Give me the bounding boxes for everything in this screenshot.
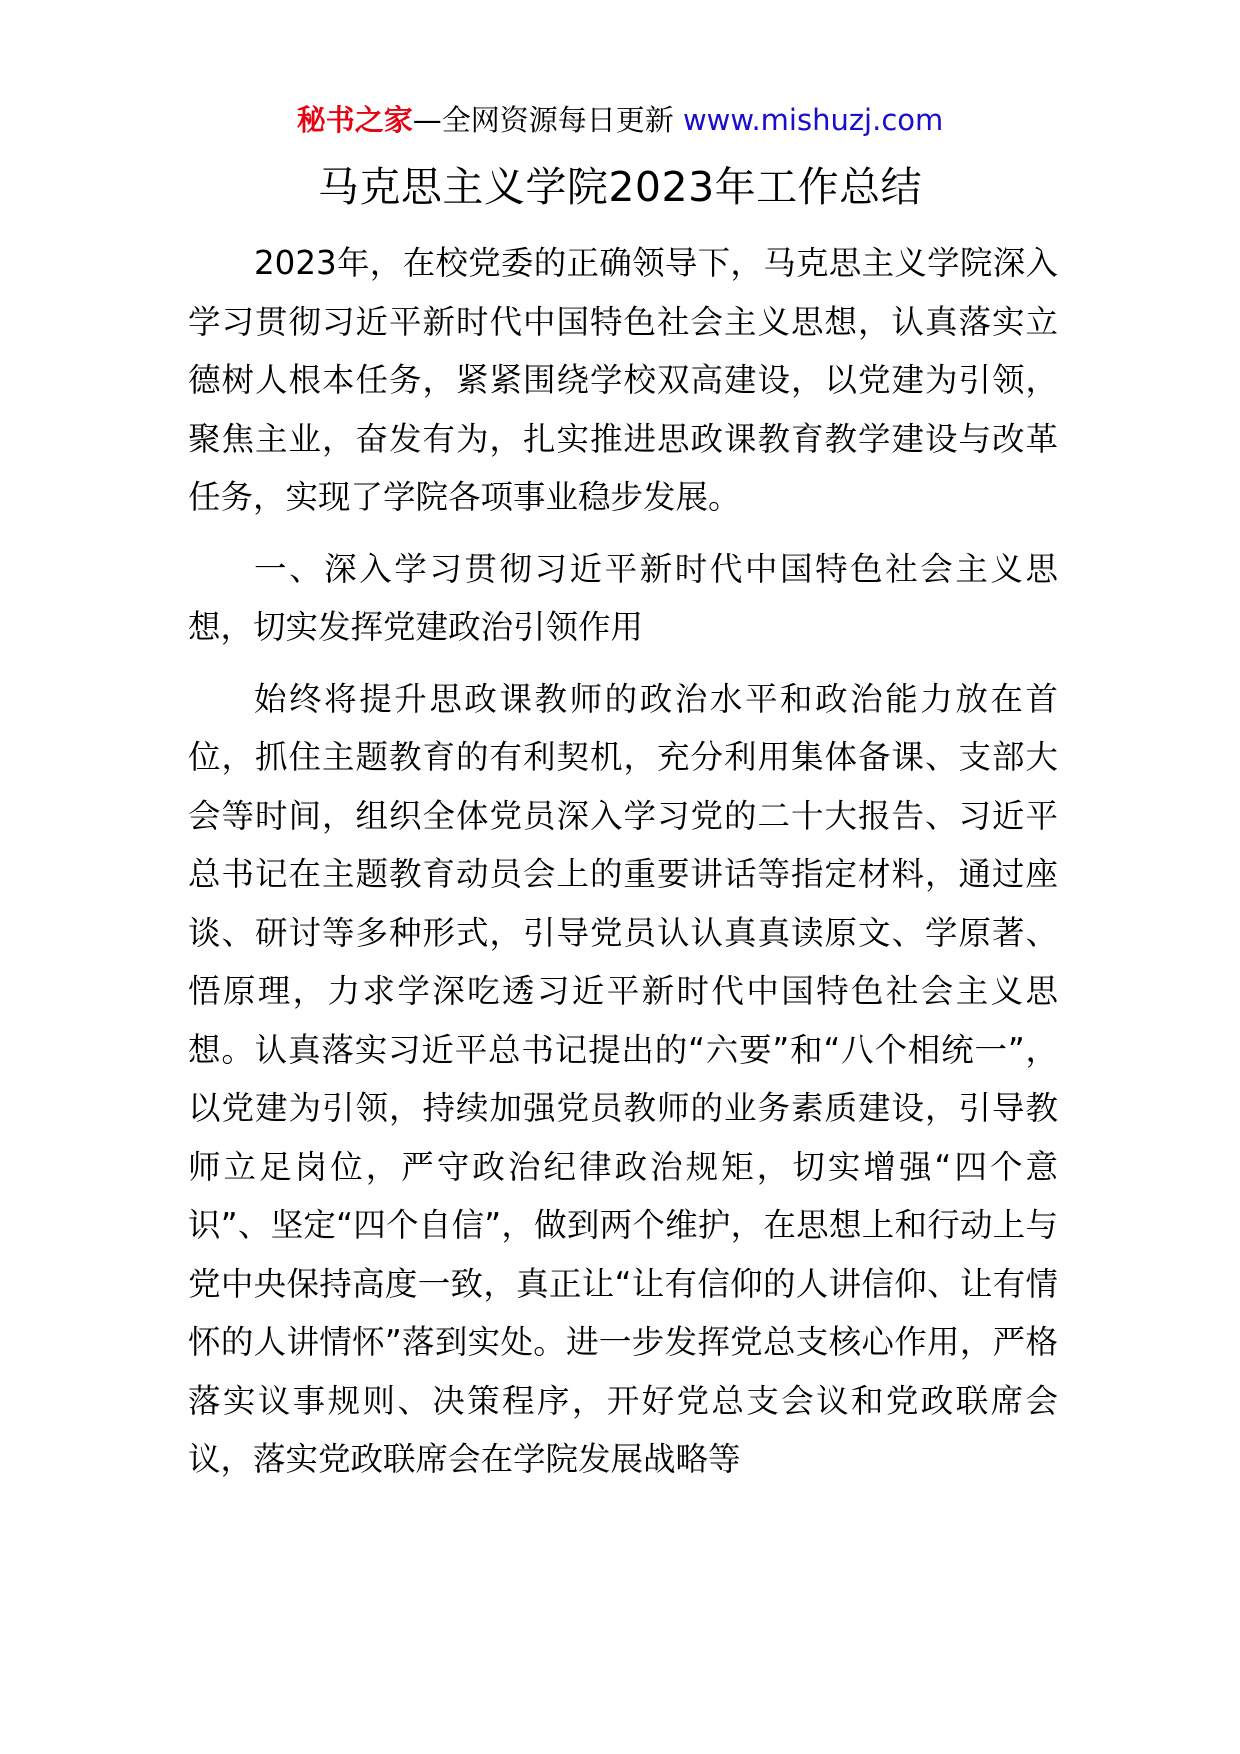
site-url-link[interactable]: www.mishuzj.com xyxy=(682,103,944,137)
document-body xyxy=(188,234,1058,1489)
site-header xyxy=(0,100,1240,140)
site-brand: 秘书之家 xyxy=(296,103,413,137)
intro-paragraph: 2023年，在校党委的正确领导下，马克思主义学院深入学习贯彻习近平新时代中国特色社会主义思想，认真落实立德树人根本任务，紧紧围绕学校双高建设，以党建为引领，聚焦主业，奋发有为，扎实推进思政课教育教学建设与改革任务，实现了学院各项事业稳步发展。 xyxy=(188,244,1058,516)
section-1-paragraph: 始终将提升思政课教师的政治水平和政治能力放在首位，抓住主题教育的有利契机，充分利用集体备课、支部大会等时间，组织全体党员深入学习党的二十大报告、习近平总书记在主题教育动员会上的重要讲话等指定材料，通过座谈、研讨等多种形式，引导党员认认真真读原文、学原著、悟原理，力求学深吃透习近平新时代中国特色社会主义思想。认真落实习近平总书记提出的“六要”和“八个相统一”，以党建为引领，持续加强党员教师的业务素质建设，引导教师立足岗位，严守政治纪律政治规矩，切实增强“四个意识”、坚定“四个自信”，做到两个维护，在思想上和行动上与党中央保持高度一致，真正让“让有信仰的人讲信仰、让有情怀的人讲情怀”落到实处。进一步发挥党总支核心作用，严格落实议事规则、决策程序，开好党总支会议和党政联席会议，落实党政联席会在学院发展战略等 xyxy=(188,679,1058,1478)
site-tagline: —全网资源每日更新 xyxy=(412,103,683,137)
section-heading-1: 一、深入学习贯彻习近平新时代中国特色社会主义思想，切实发挥党建政治引领作用 xyxy=(188,549,1058,646)
document-title: 马克思主义学院2023年工作总结 xyxy=(317,163,923,211)
